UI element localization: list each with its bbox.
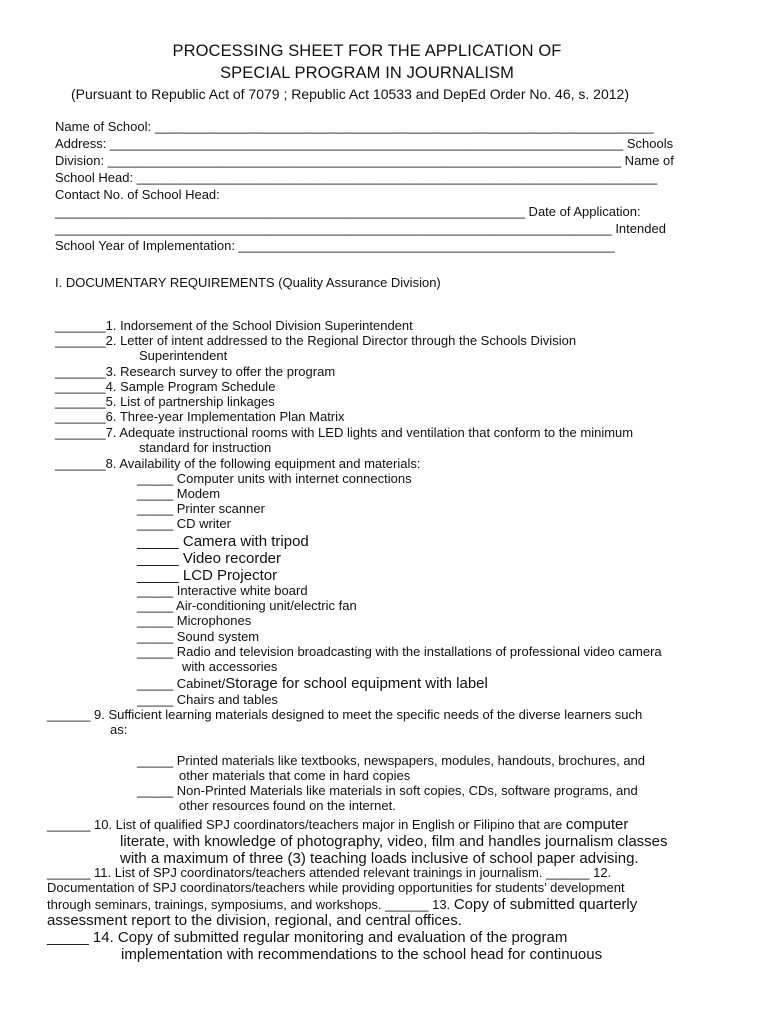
material-non-printed: _____ Non-Printed Materials like materials in soft copies, CDs, software programs, and [137, 783, 638, 798]
requirement-5: _______5. List of partnership linkages [55, 394, 275, 409]
equipment-lcd-projector: _____ LCD Projector [137, 567, 278, 584]
requirement-13-text: through seminars, trainings, symposiums, and workshops. ______ 13. [47, 897, 454, 912]
document-subtitle: (Pursuant to Republic Act of 7079 ; Republic Act 10533 and DepEd Order No. 46, s. 2012) [70, 86, 629, 102]
requirement-13-cont: assessment report to the division, regional, and central offices. [47, 912, 462, 929]
equipment-aircon: _____ Air-conditioning unit/electric fan [137, 598, 357, 613]
requirement-4: _______4. Sample Program Schedule [55, 379, 276, 394]
field-name-of-school: Name of School: _____________________________________________________________________ [55, 119, 654, 134]
equipment-chairs-tables: _____ Chairs and tables [137, 692, 278, 707]
equipment-camera-tripod: _____ Camera with tripod [137, 533, 309, 550]
requirement-10-line-2: literate, with knowledge of photography, video, film and handles journalism classes [120, 833, 668, 850]
requirement-10-line-3: with a maximum of three (3) teaching loads inclusive of school paper advising. [120, 850, 639, 867]
requirement-7-cont: standard for instruction [139, 440, 272, 455]
equipment-cd-writer: _____ CD writer [137, 516, 231, 531]
requirement-2: _______2. Letter of intent addressed to the Regional Director through the Schools Division [55, 333, 577, 348]
equipment-cabinet [137, 675, 488, 693]
equipment-broadcasting: _____ Radio and television broadcasting with the installations of professional video camera [137, 644, 662, 659]
field-address: Address: _______________________________________________________________________ Schools [55, 136, 674, 151]
equipment-computer-units: _____ Computer units with internet connections [137, 471, 412, 486]
material-printed-cont: other materials that come in hard copies [179, 768, 411, 783]
material-non-printed-cont: other resources found on the internet. [179, 798, 396, 813]
requirement-8: _______8. Availability of the following equipment and materials: [55, 456, 421, 471]
equipment-printer-scanner: _____ Printer scanner [137, 501, 265, 516]
requirement-3: _______3. Research survey to offer the program [55, 364, 336, 379]
field-school-year: School Year of Implementation: ____________________________________________________ [55, 238, 615, 253]
requirement-12-cont: Documentation of SPJ coordinators/teachers while providing opportunities for students’ development [47, 880, 625, 895]
requirement-7: _______7. Adequate instructional rooms with LED lights and ventilation that conform to the minimum [55, 425, 634, 440]
requirement-6: _______6. Three-year Implementation Plan Matrix [55, 409, 345, 424]
requirement-1: _______1. Indorsement of the School Division Superintendent [55, 318, 413, 333]
requirement-14-cont: implementation with recommendations to the school head for continuous [121, 946, 603, 963]
material-printed: _____ Printed materials like textbooks, newspapers, modules, handouts, brochures, and [137, 753, 646, 768]
equipment-modem: _____ Modem [137, 486, 221, 501]
requirement-10-text-large: computer [565, 816, 629, 833]
document-title-line-1: PROCESSING SHEET FOR THE APPLICATION OF [172, 42, 562, 60]
equipment-cabinet-desc: Storage for school equipment with label [225, 675, 488, 692]
equipment-cabinet-label: _____ Cabinet/ [137, 676, 226, 691]
equipment-video-recorder: _____ Video recorder [137, 550, 281, 567]
requirement-10-text: ______ 10. List of qualified SPJ coordinators/teachers major in English or Filipino that are [47, 817, 566, 832]
section-heading: I. DOCUMENTARY REQUIREMENTS (Quality Assurance Division) [55, 275, 441, 290]
requirement-9: ______ 9. Sufficient learning materials designed to meet the specific needs of the diverse learners such [47, 707, 643, 722]
requirement-10 [47, 816, 628, 834]
requirement-14: _____ 14. Copy of submitted regular monitoring and evaluation of the program [47, 929, 568, 946]
requirement-11-12: ______ 11. List of SPJ coordinators/teachers attended relevant trainings in journalism. ______ 12. [47, 865, 612, 880]
field-contact-date: _________________________________________________________________ Date of Application: [55, 204, 641, 219]
field-intended: _____________________________________________________________________________ Intended [55, 221, 666, 236]
equipment-broadcasting-cont: with accessories [182, 659, 278, 674]
requirement-9-cont: as: [110, 722, 128, 737]
equipment-white-board: _____ Interactive white board [137, 583, 308, 598]
field-contact-label: Contact No. of School Head: [55, 187, 220, 202]
equipment-microphones: _____ Microphones [137, 613, 252, 628]
requirement-2-cont: Superintendent [139, 348, 228, 363]
equipment-sound-system: _____ Sound system [137, 629, 260, 644]
field-school-head: School Head: ________________________________________________________________________ [55, 170, 658, 185]
requirement-13-text-large: Copy of submitted quarterly [453, 896, 638, 913]
field-division: Division: _______________________________________________________________________ Name of [55, 153, 674, 168]
document-title-line-2: SPECIAL PROGRAM IN JOURNALISM [220, 64, 514, 82]
